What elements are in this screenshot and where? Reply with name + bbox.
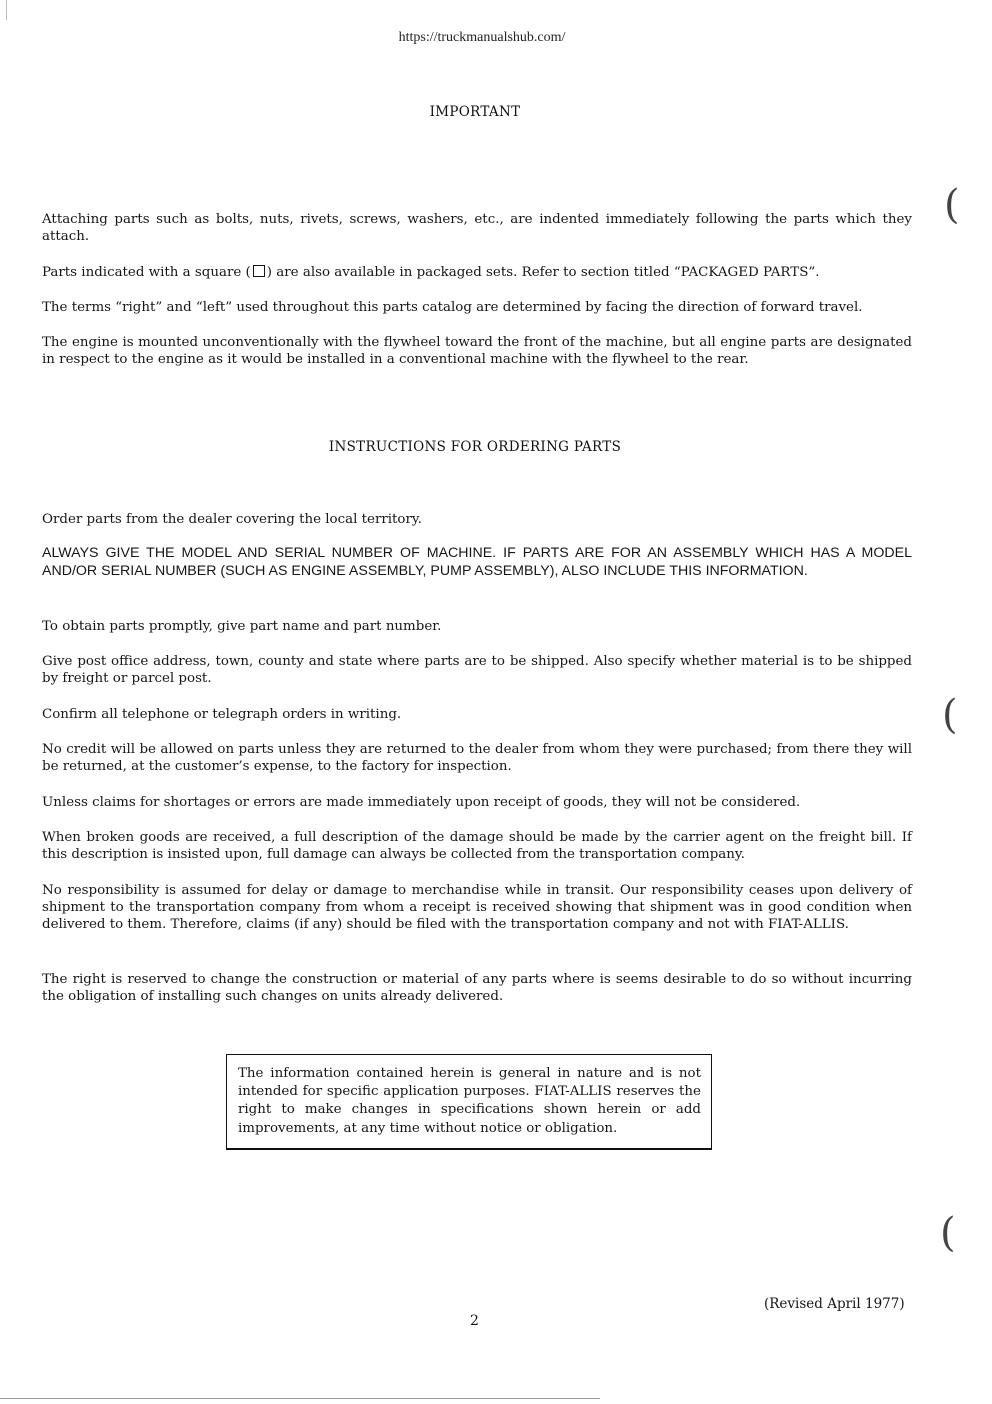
ordering-paragraph-9: No responsibility is assumed for delay or damage to merchandise while in transit. Our responsibility ceases upon delivery of shipment to the transportation company from whom a receipt is received showing that shipment was in good condition when delivered to them. Therefore, claims (if any) should be filed with the transportation company and not with FIAT-ALLIS. [42, 883, 912, 932]
scan-edge [6, 0, 7, 20]
binder-hole-mark-top: ( [944, 182, 960, 228]
page-number: 2 [470, 1313, 479, 1329]
notice-box [226, 1054, 712, 1150]
ordering-paragraph-6: No credit will be allowed on parts unless they are returned to the dealer from whom they were purchased; from there they will be returned, at the customer’s expense, to the factory for inspection. [42, 742, 912, 774]
ordering-paragraph-7: Unless claims for shortages or errors are made immediately upon receipt of goods, they will not be considered. [42, 795, 801, 810]
paragraph-2-text-after: ) are also available in packaged sets. Refer to section titled “PACKAGED PARTS”. [266, 265, 820, 280]
binder-hole-mark-middle: ( [942, 692, 958, 738]
ordering-paragraph-1: Order parts from the dealer covering the local territory. [42, 512, 422, 527]
square-symbol-icon [253, 265, 265, 277]
notice-text: The information contained herein is general in nature and is not intended for specific application purposes. FIAT-ALLIS reserves the right to make changes in specifications shown herein or add improvements, at any time without notice or obligation. [238, 1066, 701, 1136]
ordering-paragraph-10: The right is reserved to change the construction or material of any parts where is seems desirable to do so without incurring the obligation of installing such changes on units already delivered. [42, 972, 912, 1004]
ordering-heading: INSTRUCTIONS FOR ORDERING PARTS [328, 439, 622, 455]
header-url: https://truckmanualshub.com/ [398, 30, 566, 45]
important-paragraph-3: The terms “right” and “left” used throughout this parts catalog are determined by facing the direction of forward travel. [42, 300, 863, 315]
paragraph-2-text-before: Parts indicated with a square ( [42, 265, 251, 280]
important-heading: IMPORTANT [429, 104, 521, 120]
ordering-paragraph-4: Give post office address, town, county and state where parts are to be shipped. Also specify whether material is to be shipped by freight or parcel post. [42, 654, 912, 686]
ordering-paragraph-5: Confirm all telephone or telegraph orders in writing. [42, 707, 402, 722]
binder-hole-mark-bottom: ( [940, 1210, 956, 1256]
ordering-paragraph-3: To obtain parts promptly, give part name and part number. [42, 619, 442, 634]
important-paragraph-2 [42, 264, 912, 281]
ordering-paragraph-8: When broken goods are received, a full description of the damage should be made by the carrier agent on the freight bill. If this description is insisted upon, full damage can always be collected from the transportation company. [42, 830, 912, 862]
important-paragraph-4: The engine is mounted unconventionally with the flywheel toward the front of the machine, but all engine parts are designated in respect to the engine as it would be installed in a conventional machine with the flywheel to the rear. [42, 335, 912, 367]
ordering-paragraph-2: ALWAYS GIVE THE MODEL AND SERIAL NUMBER OF MACHINE. IF PARTS ARE FOR AN ASSEMBLY WHICH HAS A MODEL AND/OR SERIAL NUMBER (SUCH AS ENGINE ASSEMBLY, PUMP ASSEMBLY), ALSO INCLUDE THIS INFORMATION. [42, 545, 912, 579]
important-paragraph-1: Attaching parts such as bolts, nuts, rivets, screws, washers, etc., are indented immediately following the parts which they attach. [42, 212, 912, 244]
scan-bottom-line [0, 1398, 600, 1399]
revision-date: (Revised April 1977) [764, 1296, 905, 1312]
